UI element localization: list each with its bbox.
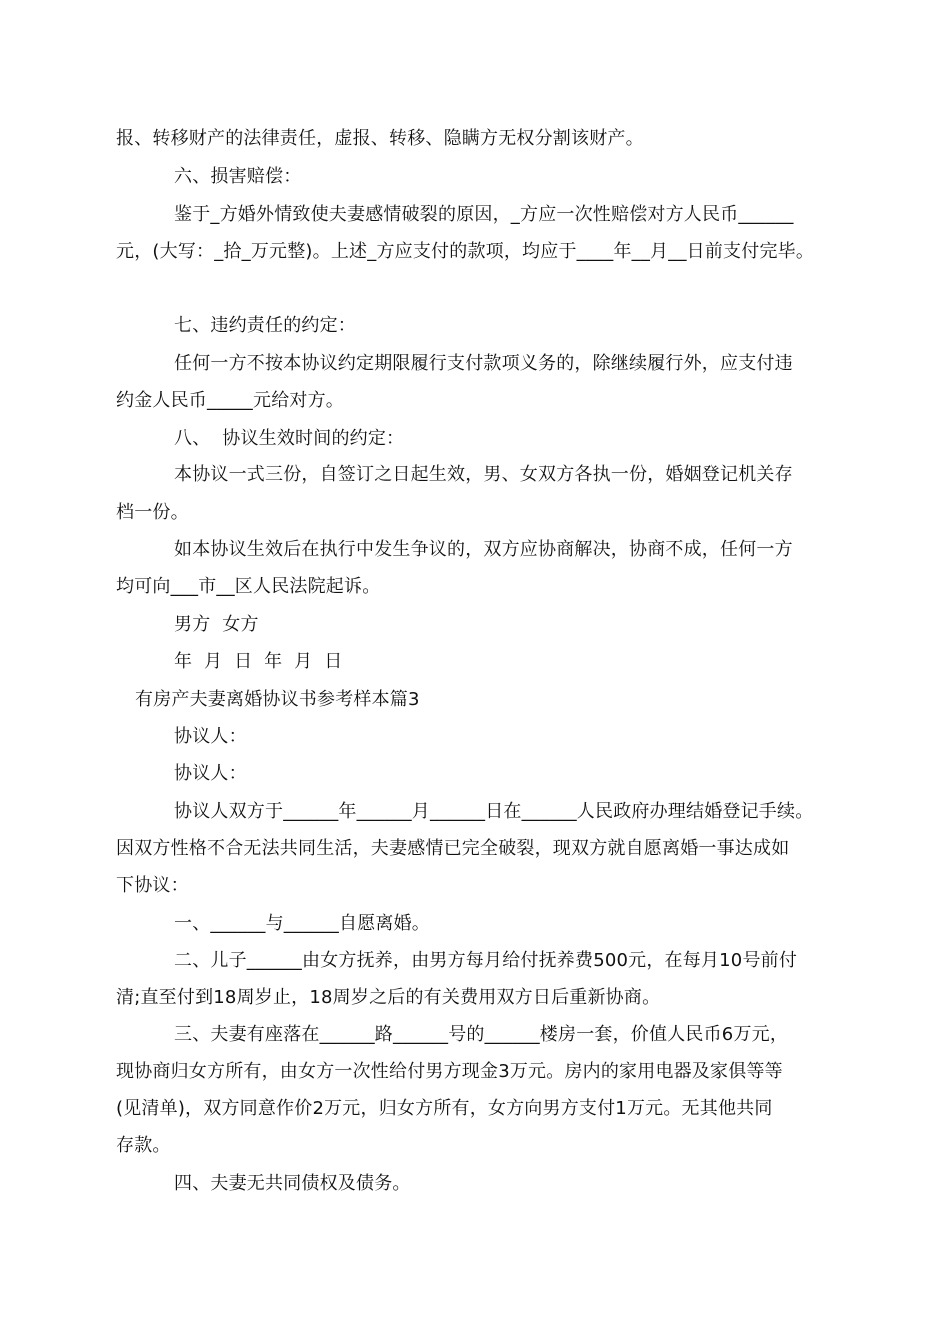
text-line: 清;直至付到18周岁止，18周岁之后的有关费用双方日后重新协商。 xyxy=(116,987,661,1008)
text-line: 约金人民币_____元给对方。 xyxy=(116,390,344,411)
text-line: 协议人双方于______年______月______日在______人民政府办理结婚登记手续。 xyxy=(174,801,814,822)
text-line: 任何一方不按本协议约定期限履行支付款项义务的，除继续履行外，应支付违 xyxy=(174,353,793,374)
text-line: 存款。 xyxy=(116,1135,171,1156)
clause-line: 三、夫妻有座落在______路______号的______楼房一套，价值人民币6万元， xyxy=(174,1024,789,1045)
text-line: 下协议： xyxy=(116,875,189,896)
section-heading: 七、违约责任的约定： xyxy=(174,315,356,336)
clause-line: 二、儿子______由女方抚养，由男方每月给付抚养费500元，在每月10号前付 xyxy=(174,950,798,971)
text-line: 元，(大写：_拾_万元整)。上述_方应支付的款项，均应于____年__月__日前支付完毕。 xyxy=(116,241,815,262)
text-line: 如本协议生效后在执行中发生争议的，双方应协商解决，协商不成，任何一方 xyxy=(174,539,793,560)
section-heading: 六、损害赔偿： xyxy=(174,166,302,187)
text-line: (见清单)，双方同意作价2万元，归女方所有，女方向男方支付1万元。无其他共同 xyxy=(116,1098,773,1119)
text-line: 均可向___市__区人民法院起诉。 xyxy=(116,576,381,597)
party-line: 协议人： xyxy=(174,726,247,747)
text-line: 鉴于_方婚外情致使夫妻感情破裂的原因，_方应一次性赔偿对方人民币______ xyxy=(174,204,794,225)
text-line: 本协议一式三份，自签订之日起生效，男、女双方各执一份，婚姻登记机关存 xyxy=(174,464,793,485)
clause-line: 四、夫妻无共同债权及债务。 xyxy=(174,1173,411,1194)
signature-line: 男方 女方 xyxy=(174,614,259,635)
text-line: 档一份。 xyxy=(116,502,189,523)
text-line: 报、转移财产的法律责任，虚报、转移、隐瞒方无权分割该财产。 xyxy=(116,128,644,149)
text-line: 现协商归女方所有，由女方一次性给付男方现金3万元。房内的家用电器及家俱等等 xyxy=(116,1061,783,1082)
text-line: 因双方性格不合无法共同生活，夫妻感情已完全破裂，现双方就自愿离婚一事达成如 xyxy=(116,838,790,859)
party-line: 协议人： xyxy=(174,763,247,784)
document-title: 有房产夫妻离婚协议书参考样本篇3 xyxy=(135,689,420,710)
clause-line: 一、______与______自愿离婚。 xyxy=(174,913,430,934)
section-heading: 八、 协议生效时间的约定： xyxy=(174,428,405,449)
date-line: 年 月 日 年 月 日 xyxy=(174,651,343,672)
